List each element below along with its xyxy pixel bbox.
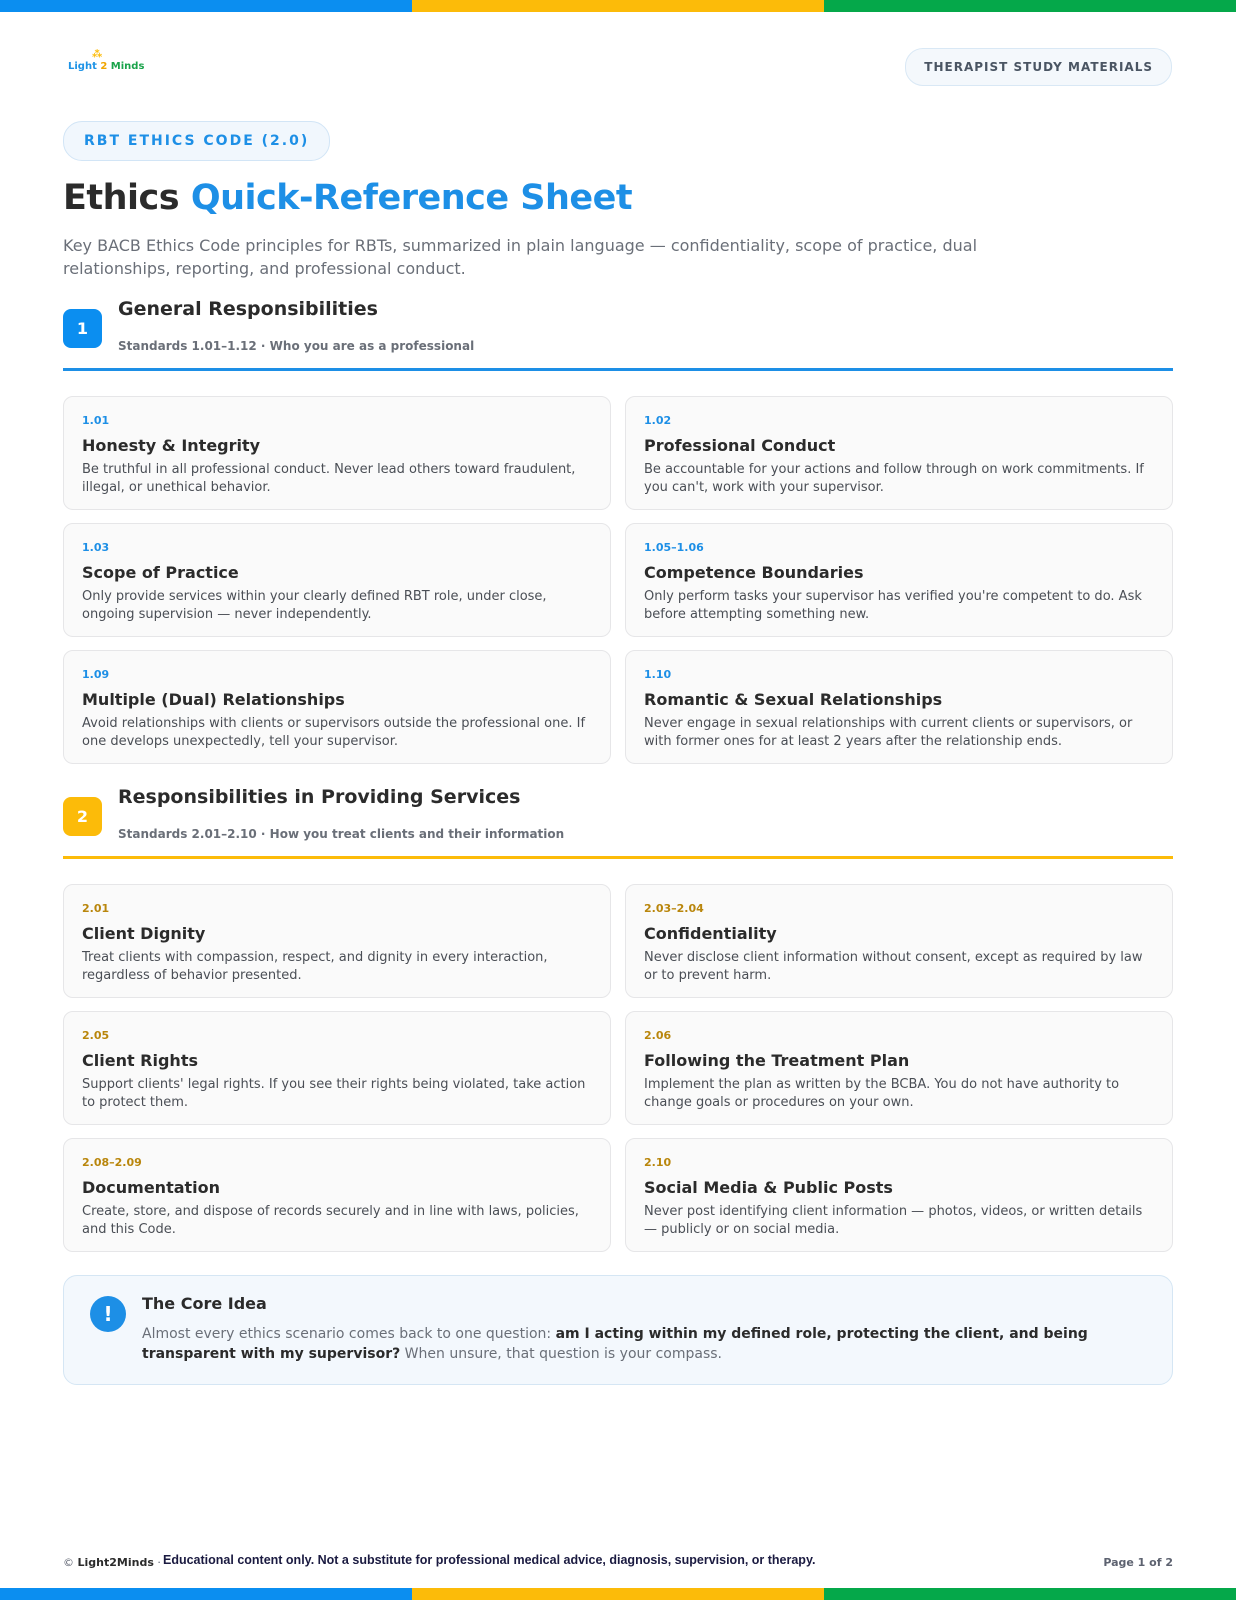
section-title: General Responsibilities [118, 298, 378, 320]
standard-card-1-01: 1.01 Honesty & Integrity Be truthful in all professional conduct. Never lead others toward fraudulent, illegal, or unethical behavior. [63, 396, 611, 510]
standard-card-2-03-2-04: 2.03–2.04 Confidentiality Never disclose client information without consent, except as required by law or to prevent harm. [625, 884, 1173, 998]
section-number-badge: 2 [63, 797, 102, 836]
standard-card-1-10: 1.10 Romantic & Sexual Relationships Never engage in sexual relationships with current clients or supervisors, or with former ones for at least 2 years after the relationship ends. [625, 650, 1173, 764]
standard-card-1-05-1-06: 1.05–1.06 Competence Boundaries Only perform tasks your supervisor has verified you're competent to do. Ask before attempting something new. [625, 523, 1173, 637]
bottom-color-stripe [0, 1588, 1236, 1600]
standard-card-1-02: 1.02 Professional Conduct Be accountable for your actions and follow through on work commitments. If you can't, work with your supervisor. [625, 396, 1173, 510]
standard-card-1-09: 1.09 Multiple (Dual) Relationships Avoid relationships with clients or supervisors outside the professional one. If one develops unexpectedly, tell your supervisor. [63, 650, 611, 764]
standard-card-2-01: 2.01 Client Dignity Treat clients with compassion, respect, and dignity in every interaction, regardless of behavior presented. [63, 884, 611, 998]
section-1-card-grid [63, 396, 1173, 764]
study-materials-tag: THERAPIST STUDY MATERIALS [905, 48, 1172, 86]
section-subtitle: Standards 2.01–2.10 · How you treat clients and their information [118, 827, 565, 841]
section-divider [63, 368, 1173, 371]
standard-card-2-10: 2.10 Social Media & Public Posts Never post identifying client information — photos, videos, or written details — publicly or on social media. [625, 1138, 1173, 1252]
standard-card-2-05: 2.05 Client Rights Support clients' legal rights. If you see their rights being violated, take action to protect them. [63, 1011, 611, 1125]
ethics-code-eyebrow: RBT ETHICS CODE (2.0) [63, 121, 330, 161]
copyright: © Light2Minds · [63, 1556, 161, 1569]
section-number-badge: 1 [63, 309, 102, 348]
exclamation-icon: ! [90, 1296, 126, 1332]
page-footer [63, 1553, 1173, 1573]
callout-title: The Core Idea [142, 1294, 267, 1313]
callout-text: Almost every ethics scenario comes back to one question: am I acting within my defined role, protecting the client, and being transparent with my supervisor? When unsure, that question is your compass. [142, 1326, 1088, 1362]
section-subtitle: Standards 1.01–1.12 · Who you are as a professional [118, 339, 475, 353]
top-color-stripe [0, 0, 1236, 12]
standard-card-2-08-2-09: 2.08–2.09 Documentation Create, store, and dispose of records securely and in line with laws, policies, and this Code. [63, 1138, 611, 1252]
page-number: Page 1 of 2 [1103, 1556, 1173, 1569]
disclaimer: Educational content only. Not a substitute for professional medical advice, diagnosis, supervision, or therapy. [163, 1553, 816, 1567]
standard-card-1-03: 1.03 Scope of Practice Only provide services within your clearly defined RBT role, under close, ongoing supervision — never independently. [63, 523, 611, 637]
page-lede: Key BACB Ethics Code principles for RBTs, summarized in plain language — confidentiality, scope of practice, dual relationships, reporting, and professional conduct. [63, 236, 978, 278]
section-2-card-grid [63, 884, 1173, 1252]
section-divider [63, 856, 1173, 859]
page-title: Ethics Quick-Reference Sheet [63, 178, 633, 218]
core-idea-callout [63, 1275, 1173, 1385]
light2minds-logo: ⁂ Light 2 Minds [68, 49, 145, 72]
standard-card-2-06: 2.06 Following the Treatment Plan Implement the plan as written by the BCBA. You do not have authority to change goals or procedures on your own. [625, 1011, 1173, 1125]
section-title: Responsibilities in Providing Services [118, 786, 521, 808]
sun-icon: ⁂ [92, 49, 103, 60]
